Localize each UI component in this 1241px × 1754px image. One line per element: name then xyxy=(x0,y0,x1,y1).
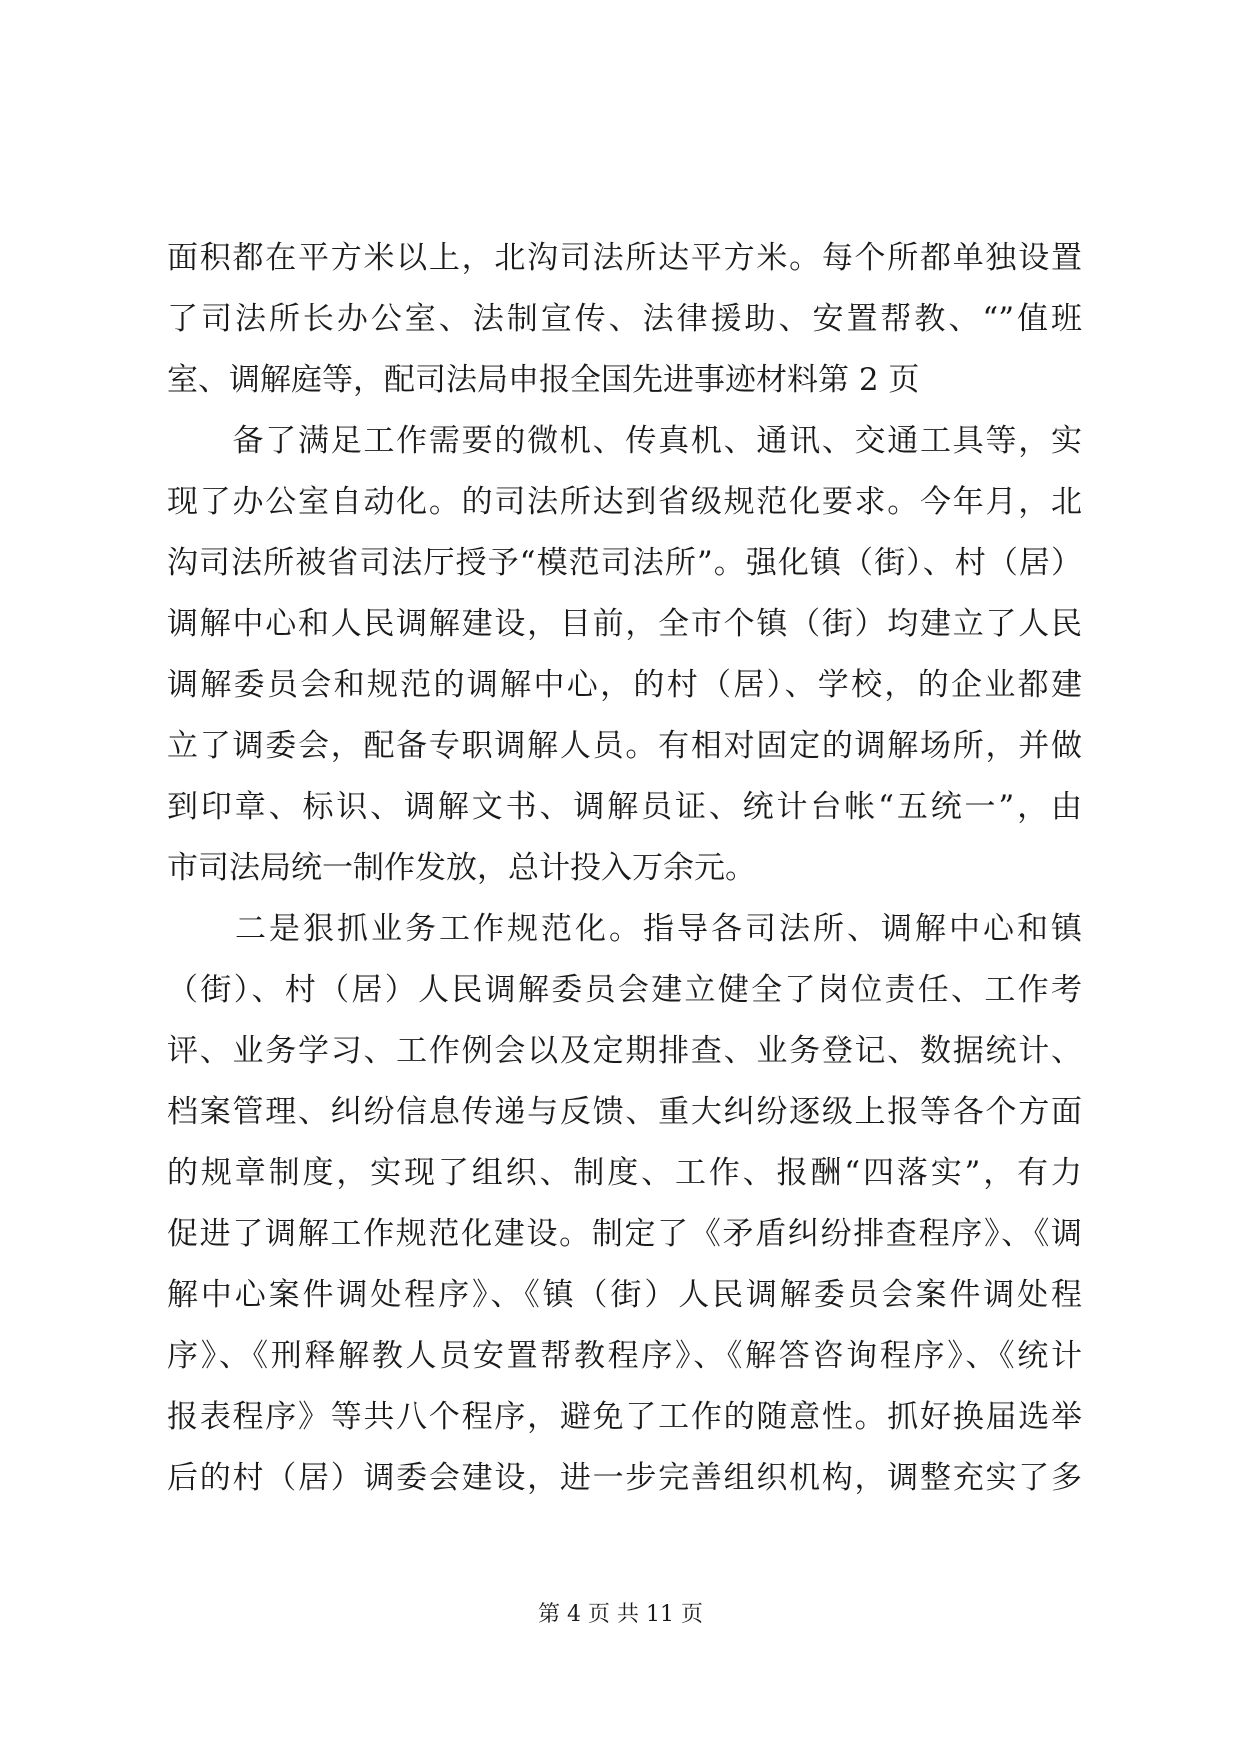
text-line: 促进了调解工作规范化建设。制定了《矛盾纠纷排查程序》、《调 xyxy=(167,1216,1082,1252)
text-line: 室、调解庭等，配司法局申报全国先进事迹材料第 2 页 xyxy=(167,362,920,398)
text-line: （街）、村（居）人民调解委员会建立健全了岗位责任、工作考 xyxy=(167,972,1082,1008)
text-line: 市司法局统一制作发放，总计投入万余元。 xyxy=(167,850,756,886)
text-line: 调解委员会和规范的调解中心，的村（居）、学校，的企业都建 xyxy=(167,667,1082,703)
text-line: 报表程序》等共八个程序，避免了工作的随意性。抓好换届选举 xyxy=(167,1399,1082,1435)
text-line: 立了调委会，配备专职调解人员。有相对固定的调解场所，并做 xyxy=(167,728,1082,764)
text-line: 评、业务学习、工作例会以及定期排查、业务登记、数据统计、 xyxy=(167,1033,1082,1069)
text-line: 现了办公室自动化。的司法所达到省级规范化要求。今年月，北 xyxy=(167,484,1082,520)
text-line: 调解中心和人民调解建设，目前，全市个镇（街）均建立了人民 xyxy=(167,606,1082,642)
text-line: 到印章、标识、调解文书、调解员证、统计台帐“五统一”，由 xyxy=(167,789,1082,825)
text-line: 沟司法所被省司法厅授予“模范司法所”。强化镇（街）、村（居） xyxy=(167,545,1082,581)
text-line: 了司法所长办公室、法制宣传、法律援助、安置帮教、“”值班 xyxy=(167,301,1082,337)
text-line: 后的村（居）调委会建设，进一步完善组织机构，调整充实了多 xyxy=(167,1460,1082,1496)
text-line: 序》、《刑释解教人员安置帮教程序》、《解答咨询程序》、《统计 xyxy=(167,1338,1082,1374)
text-line: 备了满足工作需要的微机、传真机、通讯、交通工具等，实 xyxy=(167,423,1082,459)
text-line: 的规章制度，实现了组织、制度、工作、报酬“四落实”，有力 xyxy=(167,1155,1082,1191)
text-line: 二是狠抓业务工作规范化。指导各司法所、调解中心和镇 xyxy=(167,911,1082,947)
text-line: 档案管理、纠纷信息传递与反馈、重大纠纷逐级上报等各个方面 xyxy=(167,1094,1082,1130)
page-footer: 第 4 页 共 11 页 xyxy=(538,1602,703,1627)
text-line: 面积都在平方米以上，北沟司法所达平方米。每个所都单独设置 xyxy=(167,240,1082,276)
text-line: 解中心案件调处程序》、《镇（街）人民调解委员会案件调处程 xyxy=(167,1277,1082,1313)
body-text xyxy=(167,228,1082,1509)
